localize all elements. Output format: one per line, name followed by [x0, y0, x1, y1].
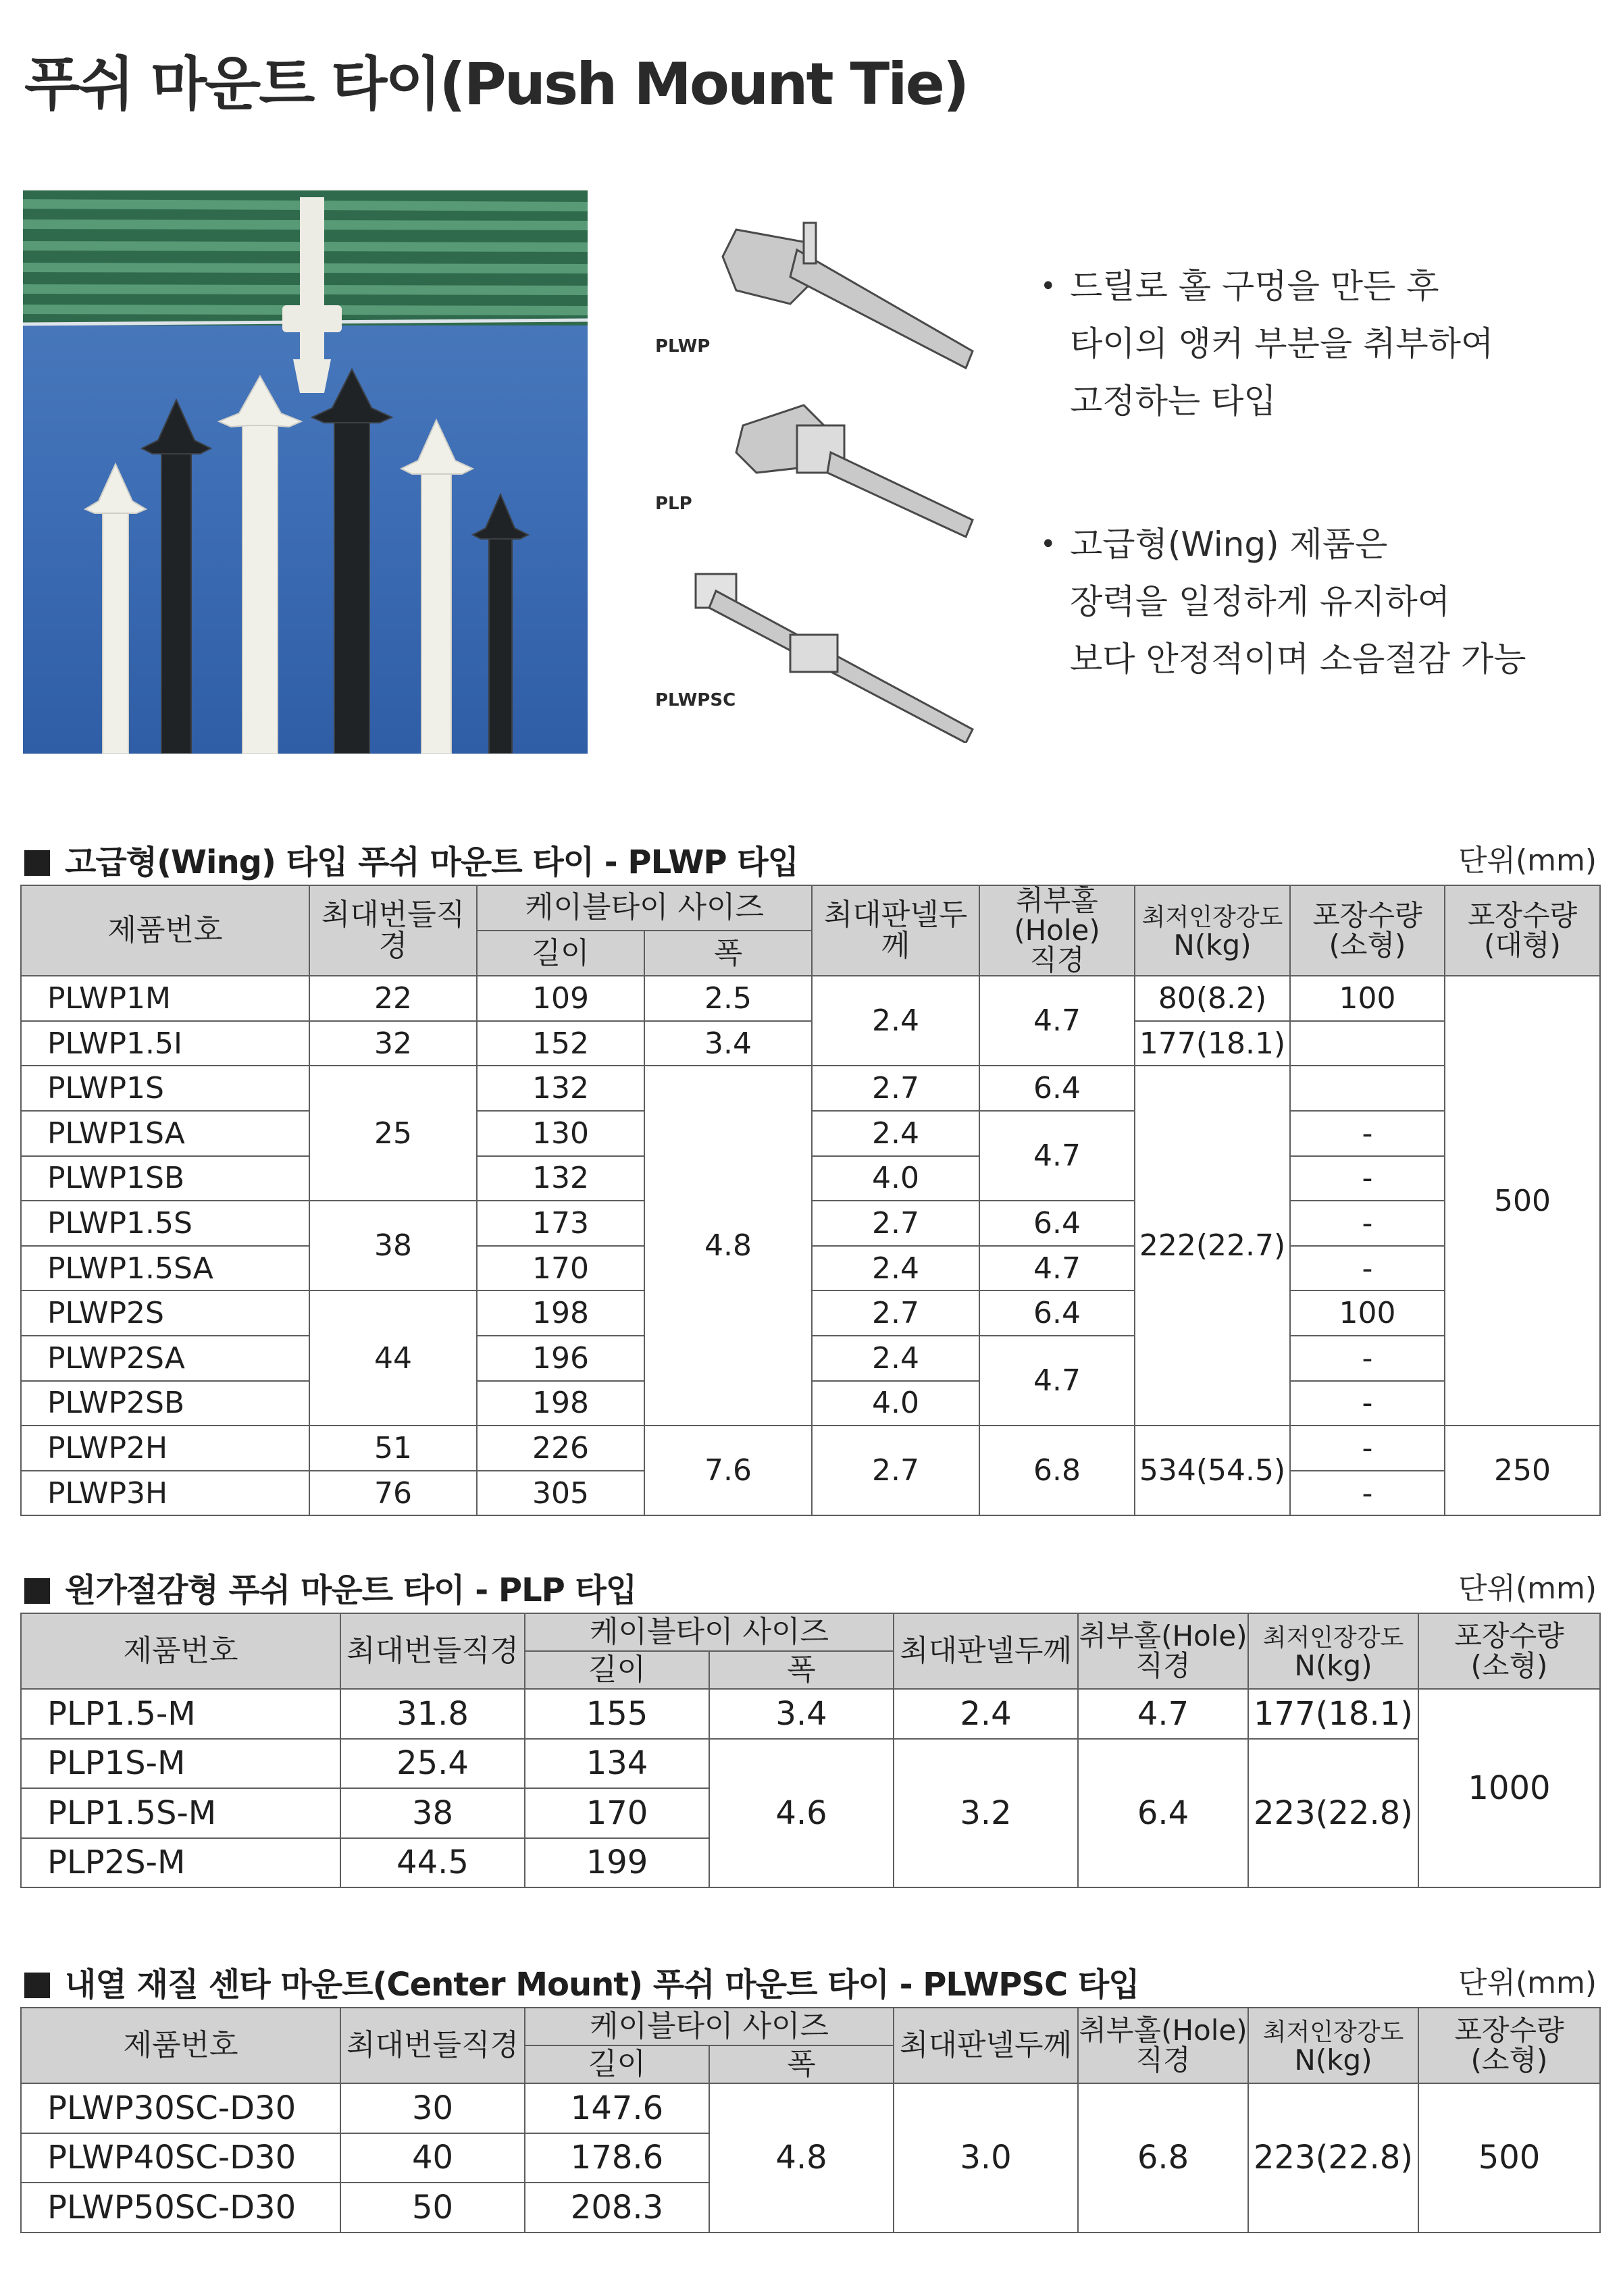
col-pack-small: 포장수량 (소형)	[1290, 885, 1445, 976]
unit-label: 단위(mm)	[1458, 1571, 1597, 1606]
feature-2-line-2: 장력을 일정하게 유지하여	[1070, 582, 1451, 621]
hole-diameter: 4.7	[979, 1336, 1135, 1426]
pack-small	[1290, 1066, 1445, 1111]
product-code: PLWP3H	[21, 1471, 309, 1516]
pack-small	[1290, 1021, 1445, 1066]
product-code: PLWP1.5SA	[21, 1246, 309, 1291]
max-bundle: 51	[309, 1426, 477, 1471]
product-code: PLWP50SC-D30	[21, 2183, 340, 2233]
table-row	[21, 1739, 1600, 1789]
hole-diameter: 6.4	[1078, 1739, 1248, 1888]
col-hole: 취부홀(Hole) 직경	[1078, 2008, 1248, 2083]
max-panel: 2.7	[812, 1201, 979, 1246]
width: 4.8	[709, 2083, 894, 2233]
table-row	[21, 976, 1600, 1021]
col-max-bundle: 최대번들직경	[340, 1613, 525, 1689]
max-panel: 4.0	[812, 1156, 979, 1201]
square-bullet-icon	[24, 1973, 50, 1998]
feature-1-line-3: 고정하는 타입	[1070, 382, 1277, 421]
length: 305	[477, 1471, 644, 1516]
tensile: 223(22.8)	[1248, 1739, 1418, 1888]
hole-diameter: 6.8	[1078, 2083, 1248, 2233]
product-code: PLWP2SB	[21, 1381, 309, 1426]
tie-line-drawings	[635, 203, 986, 743]
tensile: 177(18.1)	[1248, 1689, 1418, 1739]
tensile: 534(54.5)	[1135, 1426, 1290, 1515]
length: 132	[477, 1066, 644, 1111]
pack-small: -	[1290, 1381, 1445, 1426]
col-hole: 취부홀(Hole) 직경	[979, 885, 1135, 976]
length: 152	[477, 1021, 644, 1066]
col-product: 제품번호	[21, 2008, 340, 2083]
max-bundle: 44.5	[340, 1838, 525, 1888]
product-code: PLWP1M	[21, 976, 309, 1021]
max-bundle: 30	[340, 2083, 525, 2133]
hole-diameter: 4.7	[979, 1246, 1135, 1291]
col-product: 제품번호	[21, 885, 309, 976]
product-code: PLWP1.5I	[21, 1021, 309, 1066]
col-width: 폭	[709, 2045, 894, 2083]
pack-small: -	[1290, 1471, 1445, 1516]
max-panel: 2.4	[812, 976, 979, 1066]
max-bundle: 50	[340, 2183, 525, 2233]
col-max-panel: 최대판넬두께	[812, 885, 979, 976]
tensile: 177(18.1)	[1135, 1021, 1290, 1066]
max-panel: 3.2	[894, 1739, 1078, 1888]
pack-small: -	[1290, 1201, 1445, 1246]
tensile: 223(22.8)	[1248, 2083, 1418, 2233]
length: 198	[477, 1290, 644, 1336]
hole-diameter: 6.4	[979, 1201, 1135, 1246]
product-code: PLWP2SA	[21, 1336, 309, 1381]
max-bundle: 25	[309, 1066, 477, 1201]
col-pack-large: 포장수량 (대형)	[1445, 885, 1600, 976]
product-photo	[23, 190, 588, 754]
product-code: PLWP1SA	[21, 1111, 309, 1156]
section-title-plwpsc: 내열 재질 센타 마운트(Center Mount) 푸쉬 마운트 타이 - PLWPSC 타입	[24, 1958, 1139, 2005]
col-width: 폭	[709, 1651, 894, 1689]
col-max-panel: 최대판넬두께	[894, 2008, 1078, 2083]
hole-diameter: 6.4	[979, 1290, 1135, 1336]
col-pack-small: 포장수량 (소형)	[1418, 1613, 1600, 1689]
length: 155	[525, 1689, 709, 1739]
bullet-icon: •	[1040, 529, 1056, 560]
unit-label: 단위(mm)	[1458, 843, 1597, 878]
feature-2	[1040, 516, 1526, 688]
pack-large: 250	[1445, 1426, 1600, 1515]
page-title: 푸쉬 마운트 타이(Push Mount Tie)	[24, 51, 968, 118]
drawing-label-plp: PLP	[655, 494, 692, 514]
length: 147.6	[525, 2083, 709, 2133]
drawing-label-plwp: PLWP	[655, 336, 711, 357]
table-row	[21, 1066, 1600, 1111]
pack-small: -	[1290, 1111, 1445, 1156]
section-title-plp: 원가절감형 푸쉬 마운트 타이 - PLP 타입	[24, 1564, 636, 1611]
hole-diameter: 4.7	[979, 976, 1135, 1066]
length: 109	[477, 976, 644, 1021]
max-bundle: 25.4	[340, 1739, 525, 1789]
feature-1-line-1: 드릴로 홀 구멍을 만든 후	[1070, 267, 1439, 306]
width: 7.6	[644, 1426, 812, 1515]
section-title-plwp: 고급형(Wing) 타입 푸쉬 마운트 타이 - PLWP 타입	[24, 836, 798, 883]
length: 178.6	[525, 2133, 709, 2183]
product-code: PLWP1SB	[21, 1156, 309, 1201]
col-max-panel: 최대판넬두께	[894, 1613, 1078, 1689]
max-bundle: 40	[340, 2133, 525, 2183]
max-panel: 3.0	[894, 2083, 1078, 2233]
table-row	[21, 1689, 1600, 1739]
max-panel: 2.4	[894, 1689, 1078, 1739]
product-code: PLP1S-M	[21, 1739, 340, 1789]
feature-1-line-2: 타이의 앵커 부분을 취부하여	[1070, 324, 1494, 363]
product-code: PLP1.5S-M	[21, 1788, 340, 1838]
unit-label: 단위(mm)	[1458, 1966, 1597, 2000]
pack-small: 500	[1418, 2083, 1600, 2233]
pack-small: 1000	[1418, 1689, 1600, 1887]
width: 4.8	[644, 1066, 812, 1426]
length: 130	[477, 1111, 644, 1156]
tensile: 222(22.7)	[1135, 1066, 1290, 1426]
length: 198	[477, 1381, 644, 1426]
length: 226	[477, 1426, 644, 1471]
product-code: PLWP2S	[21, 1290, 309, 1336]
col-tensile: 최저인장강도 N(kg)	[1135, 885, 1290, 976]
pack-small: 100	[1290, 1290, 1445, 1336]
product-code: PLP2S-M	[21, 1838, 340, 1888]
feature-2-line-3: 보다 안정적이며 소음절감 가능	[1070, 640, 1526, 679]
square-bullet-icon	[24, 850, 50, 876]
max-panel: 2.4	[812, 1336, 979, 1381]
width: 3.4	[709, 1689, 894, 1739]
product-drawings	[635, 203, 986, 743]
pack-small: -	[1290, 1246, 1445, 1291]
tensile: 80(8.2)	[1135, 976, 1290, 1021]
length: 170	[525, 1788, 709, 1838]
max-panel: 2.7	[812, 1290, 979, 1336]
table-row	[21, 2083, 1600, 2133]
max-panel: 2.7	[812, 1066, 979, 1111]
square-bullet-icon	[24, 1578, 50, 1604]
col-max-bundle: 최대번들직경	[340, 2008, 525, 2083]
pack-small: 100	[1290, 976, 1445, 1021]
product-code: PLWP40SC-D30	[21, 2133, 340, 2183]
max-bundle: 31.8	[340, 1689, 525, 1739]
product-code: PLP1.5-M	[21, 1689, 340, 1739]
bullet-icon: •	[1040, 271, 1056, 302]
table-row	[21, 1021, 1600, 1066]
pack-small: -	[1290, 1156, 1445, 1201]
length: 170	[477, 1246, 644, 1291]
length: 199	[525, 1838, 709, 1888]
pack-small: -	[1290, 1426, 1445, 1471]
plwp-spec-table	[20, 885, 1601, 1516]
col-tie-size: 케이블타이 사이즈	[525, 2008, 894, 2045]
width: 4.6	[709, 1739, 894, 1888]
col-max-bundle: 최대번들직경	[309, 885, 477, 976]
col-length: 길이	[525, 2045, 709, 2083]
length: 196	[477, 1336, 644, 1381]
length: 132	[477, 1156, 644, 1201]
length: 134	[525, 1739, 709, 1789]
max-bundle: 44	[309, 1290, 477, 1426]
plwpsc-spec-table	[20, 2007, 1601, 2233]
hole-diameter: 4.7	[1078, 1689, 1248, 1739]
product-code: PLWP2H	[21, 1426, 309, 1471]
col-hole: 취부홀(Hole) 직경	[1078, 1613, 1248, 1689]
feature-2-line-1: 고급형(Wing) 제품은	[1070, 525, 1388, 564]
col-tensile: 최저인장강도 N(kg)	[1248, 1613, 1418, 1689]
col-product: 제품번호	[21, 1613, 340, 1689]
col-tie-size: 케이블타이 사이즈	[477, 885, 812, 931]
feature-1	[1040, 258, 1493, 430]
max-bundle: 76	[309, 1471, 477, 1516]
table-row	[21, 1426, 1600, 1471]
max-panel: 2.7	[812, 1426, 979, 1515]
width: 2.5	[644, 976, 812, 1021]
col-length: 길이	[477, 931, 644, 976]
max-bundle: 38	[340, 1788, 525, 1838]
max-bundle: 32	[309, 1021, 477, 1066]
length: 173	[477, 1201, 644, 1246]
pack-small: -	[1290, 1336, 1445, 1381]
max-panel: 2.4	[812, 1246, 979, 1291]
col-pack-small: 포장수량 (소형)	[1418, 2008, 1600, 2083]
col-length: 길이	[525, 1651, 709, 1689]
max-bundle: 22	[309, 976, 477, 1021]
hole-diameter: 4.7	[979, 1111, 1135, 1201]
max-panel: 4.0	[812, 1381, 979, 1426]
product-code: PLWP1.5S	[21, 1201, 309, 1246]
width: 3.4	[644, 1021, 812, 1066]
col-tie-size: 케이블타이 사이즈	[525, 1613, 894, 1651]
hole-diameter: 6.8	[979, 1426, 1135, 1515]
plp-spec-table	[20, 1613, 1601, 1888]
col-width: 폭	[644, 931, 812, 976]
max-panel: 2.4	[812, 1111, 979, 1156]
drawing-label-plwpsc: PLWPSC	[655, 690, 736, 710]
pack-large: 500	[1445, 976, 1600, 1426]
push-mount-ties-photo	[23, 190, 588, 754]
product-code: PLWP30SC-D30	[21, 2083, 340, 2133]
length: 208.3	[525, 2183, 709, 2233]
product-code: PLWP1S	[21, 1066, 309, 1111]
max-bundle: 38	[309, 1201, 477, 1290]
hole-diameter: 6.4	[979, 1066, 1135, 1111]
col-tensile: 최저인장강도 N(kg)	[1248, 2008, 1418, 2083]
